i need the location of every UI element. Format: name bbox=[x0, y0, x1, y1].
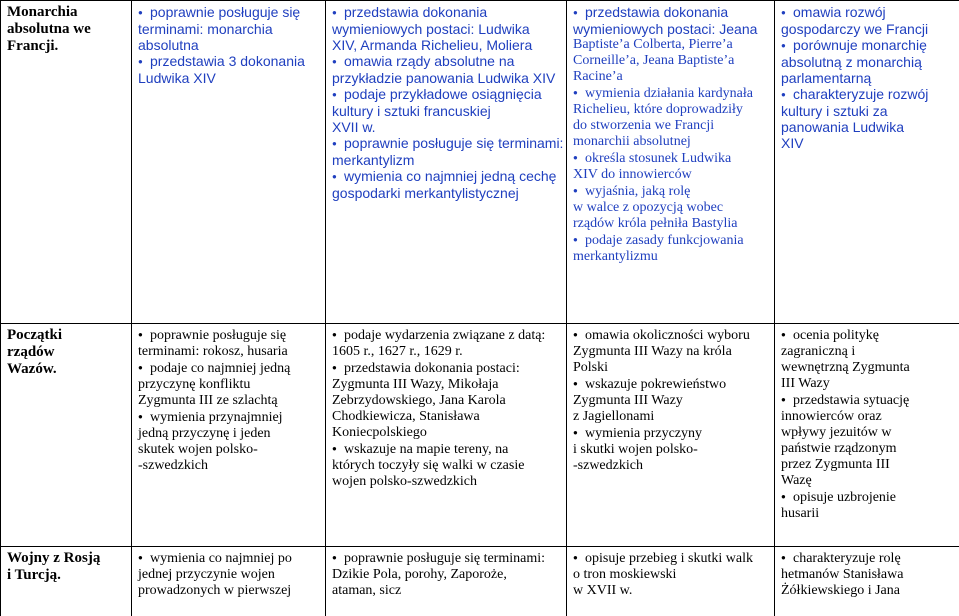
line-text: poprawnie posługuje się terminami: bbox=[344, 551, 546, 566]
line-text: przedstawia sytuację bbox=[793, 393, 910, 408]
line-text: XVII w. bbox=[332, 119, 376, 135]
line-text: prowadzonych w pierwszej bbox=[138, 583, 292, 598]
line-text: Dzikie Pola, porohy, Zaporoże, bbox=[332, 567, 507, 582]
line-text: i skutki wojen polsko- bbox=[573, 442, 698, 457]
bullet-line bbox=[332, 53, 560, 70]
bullet-line bbox=[573, 85, 768, 102]
text-line bbox=[781, 583, 953, 599]
bullet-icon: ● bbox=[573, 235, 578, 244]
cell-basic bbox=[132, 324, 326, 547]
bullet-icon: ● bbox=[332, 172, 337, 181]
line-text: Wazę bbox=[781, 473, 812, 488]
text-line bbox=[573, 69, 768, 85]
table-row bbox=[1, 324, 959, 547]
bullet-line bbox=[573, 183, 768, 200]
text-line bbox=[573, 200, 768, 216]
cell-excellent bbox=[775, 1, 959, 324]
line-text: Chodkiewicza, Stanisława bbox=[332, 409, 480, 424]
bullet-icon: ● bbox=[138, 8, 143, 17]
line-text: Zygmunta III Wazy, Mikołaja bbox=[332, 377, 499, 392]
bullet-icon: ● bbox=[138, 412, 143, 421]
bullet-line bbox=[781, 327, 953, 344]
line-text: hetmanów Stanisława bbox=[781, 567, 904, 582]
line-text: XIV do innowierców bbox=[573, 167, 692, 182]
bullet-icon: ● bbox=[573, 88, 578, 97]
line-text: charakteryzuje rolę bbox=[793, 551, 901, 566]
bullet-icon: ● bbox=[573, 8, 578, 17]
text-line bbox=[332, 37, 560, 53]
line-text: w walce z opozycją wobec bbox=[573, 200, 724, 215]
cell-complete bbox=[567, 324, 775, 547]
bullet-icon: ● bbox=[781, 90, 786, 99]
bullet-icon: ● bbox=[781, 330, 786, 339]
text-line bbox=[332, 119, 560, 135]
text-line bbox=[573, 53, 768, 69]
text-line bbox=[138, 393, 319, 409]
bullet-icon: ● bbox=[781, 492, 786, 501]
line-text: Żółkiewskiego i Jana bbox=[781, 583, 900, 598]
line-text: wskazuje na mapie tereny, na bbox=[344, 442, 509, 457]
line-text: wymienia przyczyny bbox=[585, 426, 703, 441]
bullet-icon: ● bbox=[138, 363, 143, 372]
bullet-line bbox=[138, 409, 319, 426]
bullet-icon: ● bbox=[573, 428, 578, 437]
bullet-icon: ● bbox=[332, 57, 337, 66]
line-text: Ludwika XIV bbox=[138, 70, 216, 86]
line-text: gospodarczy we Francji bbox=[781, 21, 929, 37]
bullet-icon: ● bbox=[332, 139, 337, 148]
cell-excellent bbox=[775, 547, 959, 616]
text-line bbox=[138, 458, 319, 474]
line-text: -szwedzkich bbox=[138, 458, 208, 473]
bullet-line bbox=[332, 86, 560, 103]
line-text: przedstawia dokonania bbox=[585, 4, 729, 20]
line-text: terminami: monarchia bbox=[138, 21, 273, 37]
bullet-line bbox=[573, 550, 768, 567]
line-text: poprawnie posługuje się bbox=[150, 328, 287, 343]
bullet-icon: ● bbox=[332, 444, 337, 453]
text-line bbox=[332, 344, 560, 360]
line-text: z Jagiellonami bbox=[573, 409, 655, 424]
bullet-line bbox=[781, 489, 953, 506]
topic-title: Początki rządów Wazów. bbox=[7, 327, 62, 377]
line-text: omawia rozwój bbox=[793, 4, 886, 20]
bullet-icon: ● bbox=[781, 8, 786, 17]
bullet-icon: ● bbox=[573, 330, 578, 339]
bullet-line bbox=[781, 392, 953, 409]
cell-excellent bbox=[775, 324, 959, 547]
bullet-icon: ● bbox=[332, 90, 337, 99]
line-text: monarchii absolutnej bbox=[573, 134, 691, 149]
text-line bbox=[332, 458, 560, 474]
line-text: kultury i sztuki za bbox=[781, 103, 888, 119]
bullet-line bbox=[138, 550, 319, 567]
text-line bbox=[573, 249, 768, 265]
line-text: podaje co najmniej jedną bbox=[150, 361, 291, 376]
line-text: Polski bbox=[573, 360, 609, 375]
line-text: przykładzie panowania Ludwika XIV bbox=[332, 70, 556, 86]
cell-basic bbox=[132, 1, 326, 324]
bullet-icon: ● bbox=[781, 553, 786, 562]
bullet-line bbox=[781, 4, 953, 21]
text-line bbox=[573, 393, 768, 409]
bullet-line bbox=[138, 53, 319, 70]
line-text: -szwedzkich bbox=[573, 458, 643, 473]
text-line bbox=[573, 409, 768, 425]
line-text: charakteryzuje rozwój bbox=[793, 86, 929, 102]
line-text: Zygmunta III Wazy na króla bbox=[573, 344, 732, 359]
line-text: III Wazy bbox=[781, 376, 830, 391]
topic-title: Monarchia absolutna we Francji. bbox=[7, 4, 91, 54]
text-line bbox=[573, 167, 768, 183]
bullet-line bbox=[781, 37, 953, 54]
line-text: omawia rządy absolutne na bbox=[344, 53, 515, 69]
text-line bbox=[138, 442, 319, 458]
line-text: absolutną z monarchią bbox=[781, 54, 922, 70]
line-text: do stworzenia we Francji bbox=[573, 118, 715, 133]
text-line bbox=[781, 441, 953, 457]
text-line bbox=[332, 103, 560, 119]
topic-title: Wojny z Rosją i Turcją. bbox=[7, 550, 101, 583]
line-text: Baptiste’a Colberta, Pierre’a bbox=[573, 37, 733, 52]
line-text: wymieniowych postaci: Ludwika bbox=[332, 21, 530, 37]
text-line bbox=[781, 70, 953, 86]
line-text: Richelieu, które doprowadziły bbox=[573, 102, 743, 117]
bullet-icon: ● bbox=[781, 41, 786, 50]
line-text: poprawnie posługuje się terminami: bbox=[344, 135, 564, 151]
line-text: Zebrzydowskiego, Jana Karola bbox=[332, 393, 506, 408]
text-line bbox=[573, 567, 768, 583]
cell-complete bbox=[567, 1, 775, 324]
text-line bbox=[781, 119, 953, 135]
line-text: opisuje uzbrojenie bbox=[793, 490, 897, 505]
text-line bbox=[332, 152, 560, 168]
cell-basic bbox=[132, 547, 326, 616]
text-line bbox=[573, 21, 768, 37]
cell-complete bbox=[567, 547, 775, 616]
text-line bbox=[781, 473, 953, 489]
line-text: w XVII w. bbox=[573, 583, 633, 598]
bullet-line bbox=[573, 425, 768, 442]
bullet-line bbox=[781, 86, 953, 103]
cell-extended bbox=[326, 1, 567, 324]
line-text: Racine’a bbox=[573, 69, 623, 84]
bullet-line bbox=[138, 327, 319, 344]
line-text: przyczynę konfliktu bbox=[138, 377, 251, 392]
bullet-line bbox=[138, 4, 319, 21]
line-text: gospodarki merkantylistycznej bbox=[332, 185, 519, 201]
text-line bbox=[138, 583, 319, 599]
line-text: przedstawia dokonania bbox=[344, 4, 488, 20]
line-text: wyjaśnia, jaką rolę bbox=[585, 184, 691, 199]
line-text: rządów króla pełniła Bastylia bbox=[573, 216, 738, 231]
bullet-icon: ● bbox=[573, 379, 578, 388]
line-text: XIV, Armanda Richelieu, Moliera bbox=[332, 37, 533, 53]
line-text: wewnętrzną Zygmunta bbox=[781, 360, 910, 375]
bullet-icon: ● bbox=[332, 553, 337, 562]
text-line bbox=[332, 425, 560, 441]
line-text: XIV bbox=[781, 135, 804, 151]
text-line bbox=[573, 344, 768, 360]
cell-extended bbox=[326, 547, 567, 616]
text-line bbox=[332, 185, 560, 201]
text-line bbox=[138, 567, 319, 583]
text-line bbox=[138, 21, 319, 37]
text-line bbox=[781, 360, 953, 376]
text-line bbox=[781, 425, 953, 441]
line-text: Zygmunta III Wazy bbox=[573, 393, 683, 408]
line-text: jedną przyczynę i jeden bbox=[138, 426, 271, 441]
line-text: 1605 r., 1627 r., 1629 r. bbox=[332, 344, 463, 359]
text-line bbox=[332, 21, 560, 37]
line-text: ocenia politykę bbox=[793, 328, 879, 343]
line-text: Koniecpolskiego bbox=[332, 425, 427, 440]
text-line bbox=[138, 377, 319, 393]
line-text: wymienia przynajmniej bbox=[150, 410, 283, 425]
text-line bbox=[781, 103, 953, 119]
text-line bbox=[573, 442, 768, 458]
text-line bbox=[332, 377, 560, 393]
bullet-line bbox=[573, 327, 768, 344]
bullet-line bbox=[332, 360, 560, 377]
line-text: husarii bbox=[781, 506, 820, 521]
line-text: innowierców oraz bbox=[781, 409, 882, 424]
text-line bbox=[332, 393, 560, 409]
bullet-icon: ● bbox=[573, 553, 578, 562]
text-line bbox=[573, 360, 768, 376]
line-text: omawia okoliczności wyboru bbox=[585, 328, 750, 343]
text-line bbox=[573, 216, 768, 232]
cell-extended bbox=[326, 324, 567, 547]
line-text: zagraniczną i bbox=[781, 344, 856, 359]
line-text: Zygmunta III ze szlachtą bbox=[138, 393, 278, 408]
bullet-line bbox=[781, 550, 953, 567]
bullet-line bbox=[332, 4, 560, 21]
line-text: parlamentarną bbox=[781, 70, 872, 86]
line-text: Corneille’a, Jeana Baptiste’a bbox=[573, 53, 735, 68]
text-line bbox=[332, 409, 560, 425]
bullet-line bbox=[332, 135, 564, 152]
text-line bbox=[138, 344, 319, 360]
line-text: jednej przyczynie wojen bbox=[138, 567, 275, 582]
text-line bbox=[781, 567, 953, 583]
text-line bbox=[138, 37, 319, 53]
text-line bbox=[781, 506, 953, 522]
bullet-line bbox=[138, 360, 319, 377]
text-line bbox=[781, 376, 953, 392]
bullet-line bbox=[332, 441, 560, 458]
line-text: przez Zygmunta III bbox=[781, 457, 890, 472]
text-line bbox=[573, 458, 768, 474]
line-text: skutek wojen polsko- bbox=[138, 442, 258, 457]
topic-cell bbox=[1, 547, 132, 616]
bullet-line bbox=[332, 327, 560, 344]
line-text: wojen polsko-szwedzkich bbox=[332, 474, 478, 489]
bullet-line bbox=[573, 150, 768, 167]
line-text: terminami: rokosz, husaria bbox=[138, 344, 288, 359]
text-line bbox=[138, 70, 319, 86]
topic-cell bbox=[1, 324, 132, 547]
line-text: wymieniowych postaci: Jeana bbox=[573, 21, 758, 37]
text-line bbox=[573, 102, 768, 118]
text-line bbox=[781, 457, 953, 473]
line-text: merkantylizm bbox=[332, 152, 415, 168]
line-text: podaje przykładowe osiągnięcia bbox=[344, 86, 542, 102]
line-text: ataman, sicz bbox=[332, 583, 402, 598]
line-text: opisuje przebieg i skutki walk bbox=[585, 551, 753, 566]
line-text: których toczyły się walki w czasie bbox=[332, 458, 525, 473]
text-line bbox=[332, 474, 560, 490]
bullet-line bbox=[573, 232, 768, 249]
bullet-icon: ● bbox=[332, 363, 337, 372]
topic-cell bbox=[1, 1, 132, 324]
line-text: poprawnie posługuje się bbox=[150, 4, 301, 20]
bullet-line bbox=[573, 376, 768, 393]
line-text: przedstawia 3 dokonania bbox=[150, 53, 305, 69]
text-line bbox=[781, 21, 953, 37]
line-text: podaje zasady funkcjowania bbox=[585, 233, 744, 248]
bullet-icon: ● bbox=[332, 8, 337, 17]
bullet-icon: ● bbox=[138, 330, 143, 339]
text-line bbox=[332, 583, 560, 599]
text-line bbox=[781, 409, 953, 425]
line-text: podaje wydarzenia związane z datą: bbox=[344, 328, 546, 343]
line-text: wymienia co najmniej po bbox=[150, 551, 292, 566]
line-text: panowania Ludwika bbox=[781, 119, 904, 135]
line-text: absolutna bbox=[138, 37, 199, 53]
line-text: państwie rządzonym bbox=[781, 441, 897, 456]
text-line bbox=[138, 426, 319, 442]
line-text: określa stosunek Ludwika bbox=[585, 151, 732, 166]
line-text: wskazuje pokrewieństwo bbox=[585, 377, 727, 392]
text-line bbox=[781, 135, 953, 151]
text-line bbox=[573, 134, 768, 150]
line-text: wpływy jezuitów w bbox=[781, 425, 892, 440]
table-row bbox=[1, 1, 959, 324]
text-line bbox=[573, 583, 768, 599]
line-text: wymienia co najmniej jedną cechę bbox=[344, 168, 557, 184]
bullet-icon: ● bbox=[781, 395, 786, 404]
bullet-icon: ● bbox=[138, 553, 143, 562]
line-text: kultury i sztuki francuskiej bbox=[332, 103, 491, 119]
line-text: merkantylizmu bbox=[573, 249, 658, 264]
bullet-line bbox=[332, 550, 560, 567]
bullet-icon: ● bbox=[332, 330, 337, 339]
bullet-line bbox=[332, 168, 560, 185]
line-text: porównuje monarchię bbox=[793, 37, 927, 53]
line-text: przedstawia dokonania postaci: bbox=[344, 361, 520, 376]
line-text: o tron moskiewski bbox=[573, 567, 677, 582]
bullet-icon: ● bbox=[573, 153, 578, 162]
text-line bbox=[332, 70, 560, 86]
text-line bbox=[573, 37, 768, 53]
table-row bbox=[1, 547, 959, 616]
bullet-icon: ● bbox=[138, 57, 143, 66]
text-line bbox=[781, 344, 953, 360]
text-line bbox=[332, 567, 560, 583]
line-text: wymienia działania kardynała bbox=[585, 86, 753, 101]
bullet-icon: ● bbox=[573, 186, 578, 195]
bullet-line bbox=[573, 4, 768, 21]
text-line bbox=[781, 54, 953, 70]
text-line bbox=[573, 118, 768, 134]
